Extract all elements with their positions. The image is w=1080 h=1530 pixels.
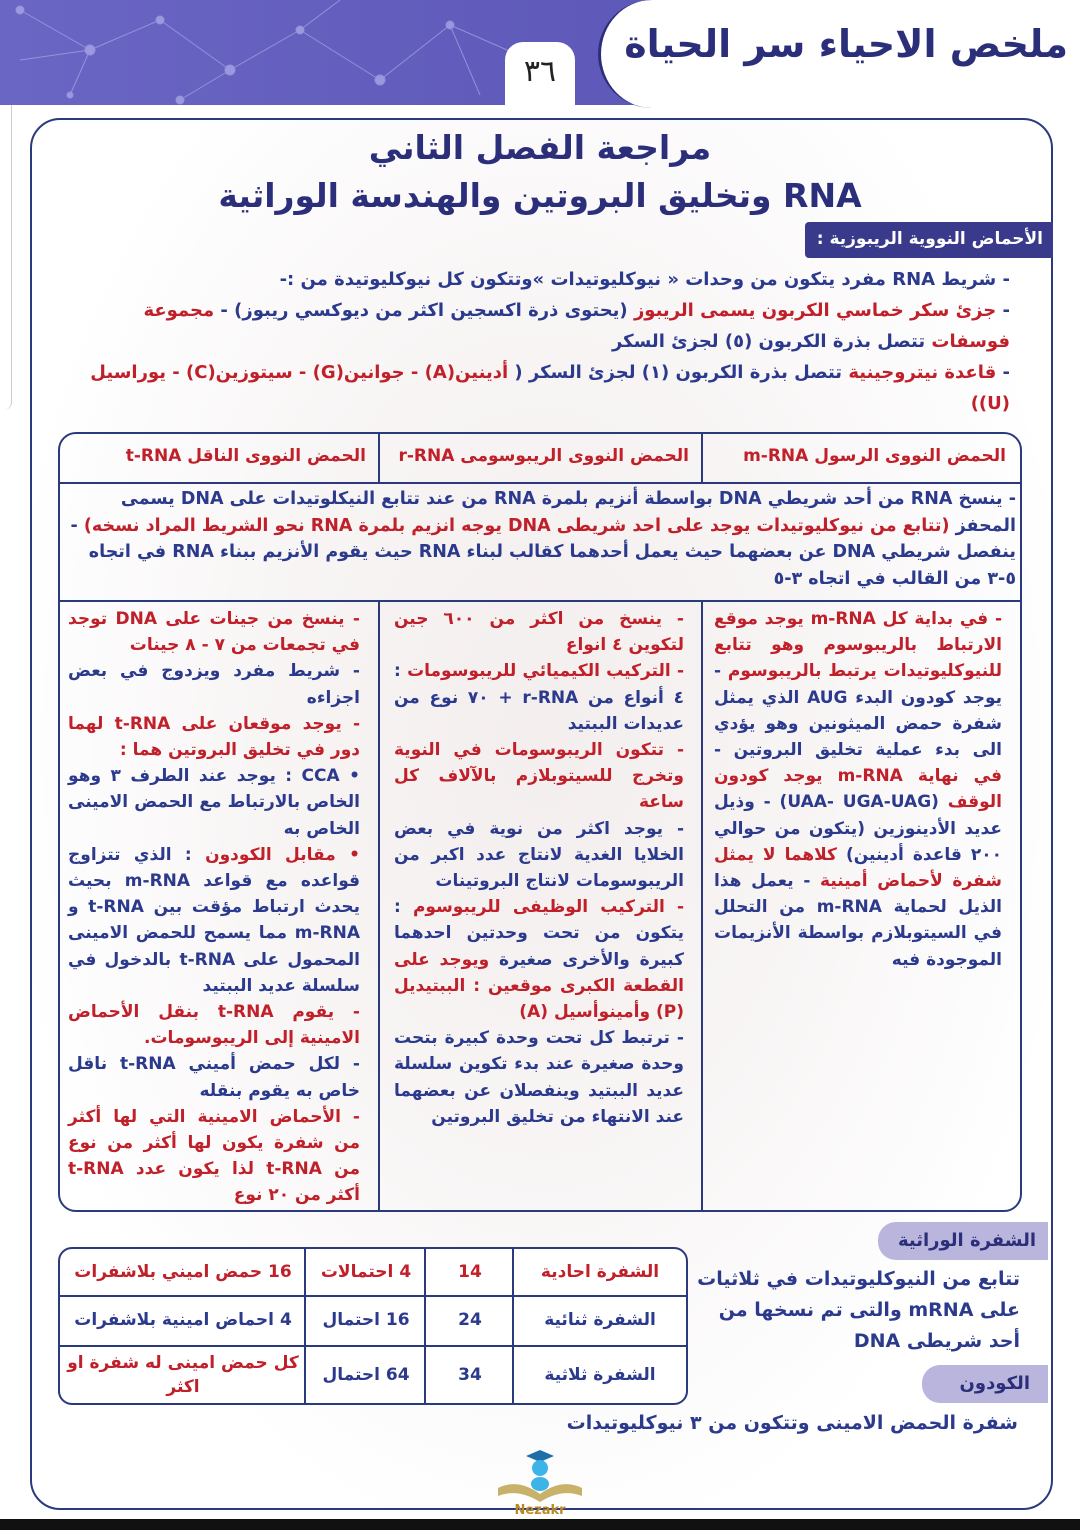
section-label-genetic-code: الشفرة الوراثية <box>878 1222 1048 1260</box>
text-segment: - يوجد موقعان على t-RNA لهما دور في تخليق البروتين هما : <box>68 713 360 761</box>
bottom-bar <box>0 1519 1080 1530</box>
code-cell-double: 4 احماض امينية بلاشفرات <box>74 1310 292 1330</box>
text-segment: (يحتوى ذرة اكسجين اكثر من ديوكسي ريبوز) - <box>214 300 634 321</box>
text-segment: • CCA : يوجد عند الطرف ٣ وهو الخاص بالارتباط مع الحمض الامينى الخاص به <box>68 766 360 839</box>
text-segment: جزئ سكر خماسي الكربون يسمى الريبوز <box>633 300 997 321</box>
text-segment: : ٤ أنواع من r-RNA + ٧٠ نوع من عديدات الببتيد <box>394 661 684 734</box>
text-segment: في نهاية m-RNA يوجد كودون الوقف <box>714 766 1002 813</box>
page-subtitle: RNA وتخليق البروتين والهندسة الوراثية <box>218 176 862 215</box>
text-segment: - ينسخ من اكثر من ٦٠٠ جين لتكوين ٤ انواع <box>394 609 684 656</box>
text-segment: - ينسخ RNA من أحد شريطي DNA بواسطة أنزيم بلمرة RNA من عند تتابع النيكلوتيدات على DNA يسمى المحفز <box>120 489 1016 536</box>
text-segment: - يقوم t-RNA بنقل الأحماض الامينية إلى الريبوسومات. <box>68 1002 360 1049</box>
code-cell-single: الشفرة احادية <box>540 1262 660 1282</box>
brand-title-box <box>598 0 1080 108</box>
text-segment: (تتابع من نيوكليوتيدات يوجد على احد شريطى DNA يوجه انزيم بلمرة RNA نحو الشريط المراد نسخه) <box>83 515 950 536</box>
code-cell-double: 16 احتمال <box>322 1310 410 1330</box>
text-segment: - <box>996 362 1010 383</box>
code-cell-triple: 34 <box>458 1365 482 1385</box>
rna-description <box>80 264 1010 419</box>
text-segment: - يعمل هذا الذيل لحماية m-RNA من التحلل في السيتوبلازم بواسطة الأنزيمات الموجودة فيه <box>714 871 1002 970</box>
divider <box>60 1295 686 1297</box>
text-segment: - في بداية كل m-RNA يوجد موقع الارتباط بالريبوسوم وهو تتابع للنيوكليوتيدات يرتبط بالريبوسوم <box>714 609 1002 682</box>
bullet-paragraph <box>80 357 1010 419</box>
text-segment: : الذي تتزاوج قواعده مع قواعد m-RNA بحيث يحدث ارتباط مؤقت بين t-RNA و m-RNA مما يسمح للحمض الامينى المحمول على t-RNA بالدخول في سلسلة عديد الببتيد <box>68 844 360 996</box>
text-segment: - ينسخ من جينات على DNA توجد في تجمعات من ٧ - ٨ جينات <box>68 609 360 656</box>
divider <box>424 1249 426 1403</box>
text-segment: - الأحماض الامينية التي لها أكثر من شفرة يكون لها أكثر من نوع من t-RNA لذا يكون عدد t-RNA أكثر من ٢٠ نوع <box>68 1106 360 1206</box>
divider <box>60 600 1020 602</box>
text-segment: مجموعة فوسفات <box>143 300 1010 352</box>
code-cell-double: الشفرة ثنائية <box>544 1310 656 1330</box>
text-segment: : يتكون من تحت وحدتين احدهما كبيرة والأخرى صغيرة <box>394 897 684 970</box>
text-segment: - يوجد اكثر من نوية في بعض الخلايا الغدية لانتاج عدد اكبر من الريبوسومات لانتاج البروتينات <box>394 818 684 892</box>
header-trna: الحمض النووى الناقل t-RNA <box>60 434 380 484</box>
text-segment: أدينين(A) - جوانين(G) - سيتوزين(C) - يوراسيل (U)) <box>90 362 1010 414</box>
text-segment: - شريط RNA مفرد يتكون من وحدات « نيوكليوتيدات »وتتكون كل نيوكليوتيدة من :- <box>279 269 1010 290</box>
divider <box>378 434 380 484</box>
header-rrna: الحمض النووى الريبوسومى r-RNA <box>380 434 703 484</box>
text-segment: - ترتبط كل تحت وحدة كبيرة بتحت وحدة صغيرة عند بدء تكوين سلسلة عديد الببتيد وينفصلان عن بعضهما عند الانتهاء من تخليق البروتين <box>394 1028 684 1127</box>
code-cell-triple: كل حمض امينى له شفرة او اكثر <box>67 1353 299 1397</box>
rrna-column <box>394 606 684 1130</box>
text-segment: قاعدة نيتروجينية <box>848 362 997 383</box>
divider <box>701 600 703 1210</box>
divider <box>512 1249 514 1403</box>
code-cell-triple: 64 احتمال <box>322 1365 410 1385</box>
text-segment: - <box>996 300 1010 321</box>
section-label-rna: الأحماض النووية الريبوزية : <box>805 222 1053 258</box>
transcription-intro <box>66 486 1016 592</box>
nezakr-logo <box>488 1448 592 1518</box>
brand-title: ملخص الاحياء سر الحياة <box>624 22 1068 66</box>
text-segment: - شريط مفرد ويزدوج في بعض اجزاءه <box>68 661 360 708</box>
divider <box>701 434 703 484</box>
bullet-paragraph <box>80 264 1010 295</box>
text-segment: ويوجد على القطعة الكبرى موقعين : الببتيديل (P) وأمينوأسيل (A) <box>394 949 684 1023</box>
code-table <box>58 1247 688 1405</box>
svg-text:Nezakr: Nezakr <box>514 1503 566 1518</box>
code-cell-single: 4 احتمالات <box>320 1262 412 1282</box>
text-segment: - لكل حمض أميني t-RNA ناقل خاص به يقوم بنقله <box>68 1054 360 1101</box>
page-number: ٣٦ <box>505 42 575 108</box>
text-segment: - يوجد كودون البدء AUG الذي يمثل شفرة حمض الميثونين وهو يؤدي الى بدء عملية تخليق البروتين - <box>714 661 1002 761</box>
text-segment: - تتكون الريبوسومات في النوية وتخرج للسيتوبلازم بالآلاف كل ساعة <box>394 740 684 813</box>
page-title: مراجعة الفصل الثاني <box>368 128 712 167</box>
section-label-codon: الكودون <box>922 1365 1048 1403</box>
text-segment: تتصل بذرة الكربون (١) لجزئ السكر ( <box>508 362 849 383</box>
divider <box>60 1345 686 1347</box>
codon-definition: شفرة الحمض الامينى وتتكون من ٣ نيوكليوتيدات <box>566 1412 1018 1434</box>
code-cell-single: 14 <box>458 1262 482 1282</box>
code-cell-single: 16 حمض اميني بلاشفرات <box>74 1262 292 1282</box>
text-segment: - التركيب الكيميائي للريبوسومات <box>407 661 685 682</box>
text-segment: - ينفصل شريطي DNA عن بعضهما حيث يعمل أحدهما كقالب لبناء RNA حيث يقوم الأنزيم ببناء RNA في اتجاه ٥-٣ من القالب في اتجاه ٣-٥ <box>70 515 1016 589</box>
divider <box>378 600 380 1210</box>
header-mrna: الحمض النووى الرسول m-RNA <box>703 434 1020 484</box>
divider <box>304 1249 306 1403</box>
bullet-paragraph <box>80 295 1010 357</box>
rna-types-table <box>58 432 1022 1212</box>
text-segment: تتصل بذرة الكربون (٥) لجزئ السكر <box>611 331 932 352</box>
text-segment: - التركيب الوظيفى للريبوسوم <box>412 897 685 918</box>
text-segment: • مقابل الكودون <box>205 844 360 865</box>
code-cell-triple: الشفرة ثلاثية <box>544 1365 656 1385</box>
trna-column <box>68 606 360 1209</box>
genetic-code-definition: تتابع من النيوكليوتيدات في ثلاثيات على mRNA والتى تم نسخها من أحد شريطى DNA <box>697 1268 1020 1352</box>
text-segment: كلاهما لا يمثل شفرة لأحماض أمينية <box>714 844 1002 892</box>
code-cell-double: 24 <box>458 1310 482 1330</box>
text-segment: (UAA- UGA-UAG) - وذيل عديد الأدينوزين (يتكون من حوالي ٢٠٠ قاعدة أدينين) <box>714 792 1002 865</box>
mrna-column <box>714 606 1002 973</box>
